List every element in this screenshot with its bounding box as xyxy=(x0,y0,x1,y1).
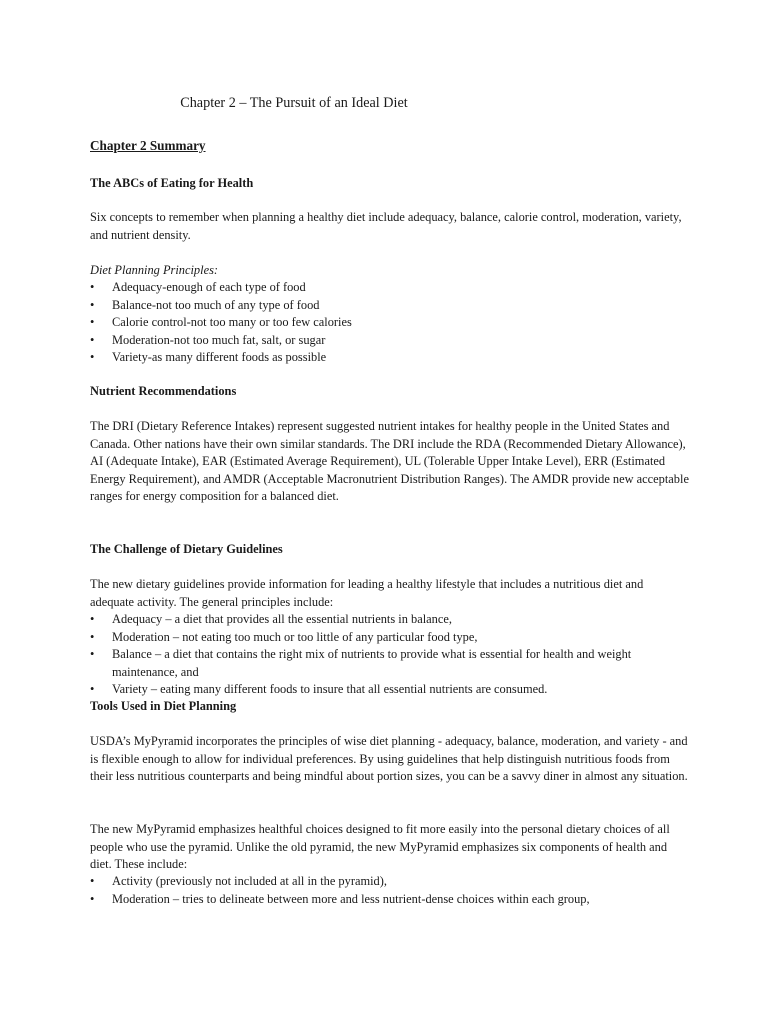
tools-paragraph-1: USDA’s MyPyramid incorporates the principles of wise diet planning - adequacy, balance, moderation, and variety - and is flexible enough to allow for individual preferences. By using guidelines that help distinguish nutritious foods from their less nutritious counterparts and being mindful about portion sizes, you can be a savvy diner in almost any situation. xyxy=(90,734,688,783)
list-item: • Calorie control-not too many or too few calories xyxy=(90,314,690,332)
guidelines-paragraph: The new dietary guidelines provide information for leading a healthy lifestyle that includes a nutritious diet and adequate activity. The general principles include: xyxy=(90,577,644,609)
tools-bullet-list xyxy=(90,873,690,908)
section-heading-nutrient: Nutrient Recommendations xyxy=(90,384,237,398)
list-item: • Moderation-not too much fat, salt, or sugar xyxy=(90,332,690,350)
guidelines-bullet-list xyxy=(90,611,690,699)
abcs-bullet-list xyxy=(90,279,690,367)
list-item: • Moderation – tries to delineate between more and less nutrient-dense choices within each group, xyxy=(90,891,690,909)
list-item: • Adequacy-enough of each type of food xyxy=(90,279,690,297)
list-item: • Moderation – not eating too much or too little of any particular food type, xyxy=(90,629,690,647)
summary-heading: Chapter 2 Summary xyxy=(90,138,206,153)
page-title: Chapter 2 – The Pursuit of an Ideal Diet xyxy=(180,95,408,111)
abcs-paragraph: Six concepts to remember when planning a healthy diet include adequacy, balance, calorie control, moderation, variety, and nutrient density. xyxy=(90,210,682,242)
list-item: • Variety – eating many different foods to insure that all essential nutrients are consumed. xyxy=(90,681,690,699)
list-item: • Adequacy – a diet that provides all the essential nutrients in balance, xyxy=(90,611,690,629)
section-heading-tools: Tools Used in Diet Planning xyxy=(90,699,237,713)
tools-paragraph-2: The new MyPyramid emphasizes healthful choices designed to fit more easily into the personal dietary choices of all people who use the pyramid. Unlike the old pyramid, the new MyPyramid emphasizes six components of health and diet. These include: xyxy=(90,822,670,871)
list-item: • Balance – a diet that contains the right mix of nutrients to provide what is essential for health and weight maintenance, and xyxy=(90,646,690,681)
section-heading-guidelines: The Challenge of Dietary Guidelines xyxy=(90,542,283,556)
list-item: • Balance-not too much of any type of food xyxy=(90,297,690,315)
nutrient-paragraph: The DRI (Dietary Reference Intakes) represent suggested nutrient intakes for healthy people in the United States and Canada. Other nations have their own similar standards. The DRI include the RDA (Recommended Dietary Allowance), AI (Adequate Intake), EAR (Estimated Average Requirement), UL (Tolerable Upper Intake Level), ERR (Estimated Energy Requirement), and AMDR (Acceptable Macronutrient Distribution Ranges). The AMDR provide new acceptable ranges for energy composition for a balanced diet. xyxy=(90,419,689,503)
list-item: • Variety-as many different foods as possible xyxy=(90,349,690,367)
diet-planning-principles-label: Diet Planning Principles: xyxy=(90,263,219,277)
section-heading-abcs: The ABCs of Eating for Health xyxy=(90,176,254,190)
list-item: • Activity (previously not included at all in the pyramid), xyxy=(90,873,690,891)
